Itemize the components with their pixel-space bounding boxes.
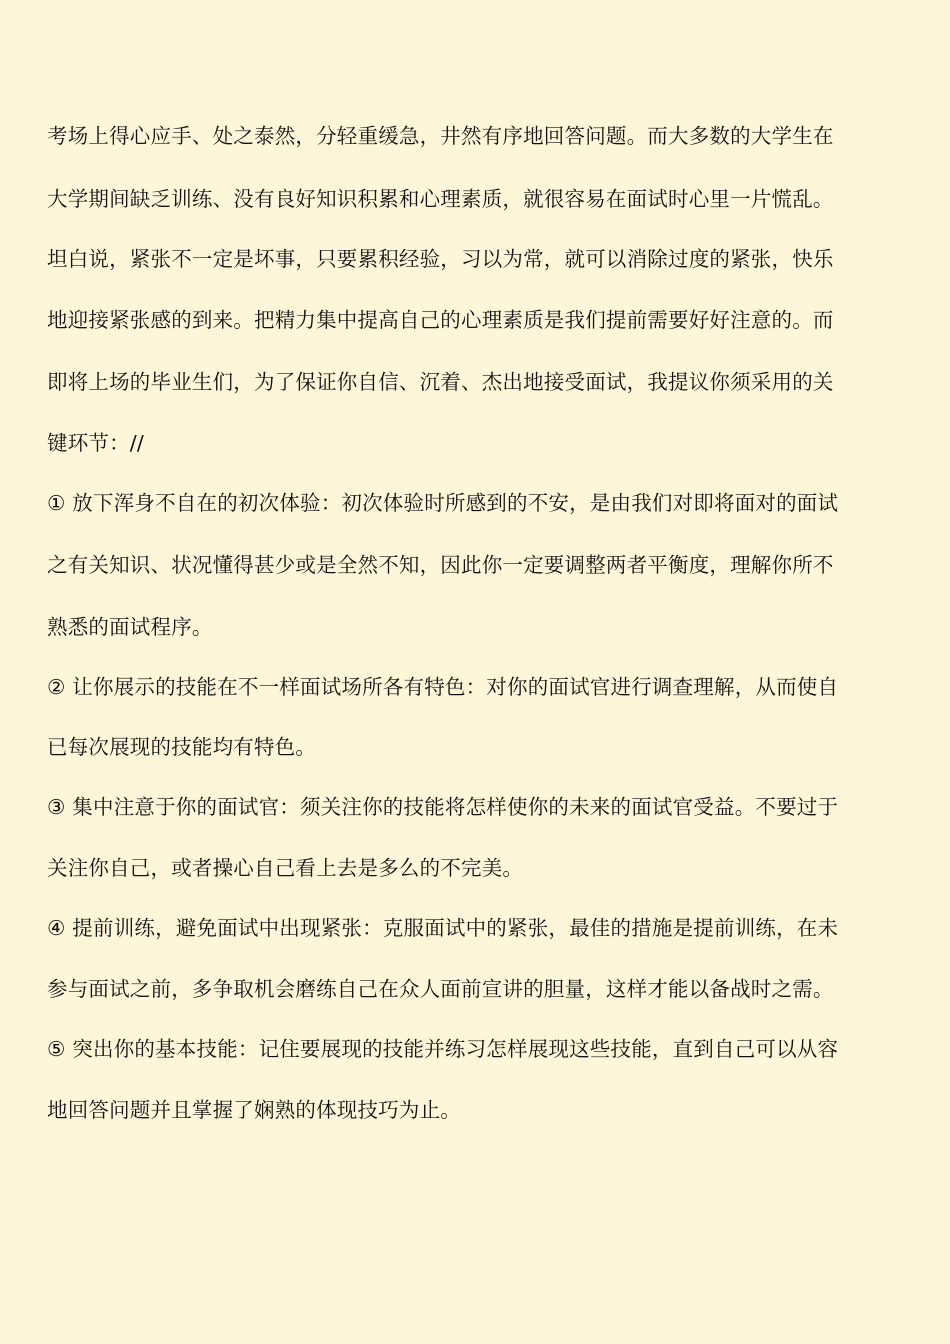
text-line-7: ① 放下浑身不自在的初次体验：初次体验时所感到的不安，是由我们对即将面对的面试 xyxy=(47,491,839,515)
text-line-4: 地迎接紧张感的到来。把精力集中提高自己的心理素质是我们提前需要好好注意的。而 xyxy=(47,308,834,332)
text-line-6: 键环节：// xyxy=(47,431,145,455)
text-line-11: 已每次展现的技能均有特色。 xyxy=(47,735,317,759)
text-line-5: 即将上场的毕业生们，为了保证你自信、沉着、杰出地接受面试，我提议你须采用的关 xyxy=(47,370,834,394)
text-line-1: 考场上得心应手、处之泰然，分轻重缓急，井然有序地回答问题。而大多数的大学生在 xyxy=(47,124,834,148)
text-line-2: 大学期间缺乏训练、没有良好知识积累和心理素质，就很容易在面试时心里一片慌乱。 xyxy=(47,187,834,211)
text-line-13: 关注你自己，或者操心自己看上去是多么的不完美。 xyxy=(47,856,524,880)
text-line-14: ④ 提前训练，避免面试中出现紧张：克服面试中的紧张，最佳的措施是提前训练，在未 xyxy=(47,916,839,940)
text-line-16: ⑤ 突出你的基本技能：记住要展现的技能并练习怎样展现这些技能，直到自己可以从容 xyxy=(47,1037,839,1061)
text-line-8: 之有关知识、状况懂得甚少或是全然不知，因此你一定要调整两者平衡度，理解你所不 xyxy=(47,553,834,577)
text-line-9: 熟悉的面试程序。 xyxy=(47,615,213,639)
text-line-17: 地回答问题并且掌握了娴熟的体现技巧为止。 xyxy=(47,1098,461,1122)
text-line-3: 坦白说，紧张不一定是坏事，只要累积经验，习以为常，就可以消除过度的紧张，快乐 xyxy=(47,247,834,271)
text-line-15: 参与面试之前，多争取机会磨练自己在众人面前宣讲的胆量，这样才能以备战时之需。 xyxy=(47,977,834,1001)
text-line-10: ② 让你展示的技能在不一样面试场所各有特色：对你的面试官进行调查理解，从而使自 xyxy=(47,675,839,699)
text-line-12: ③ 集中注意于你的面试官：须关注你的技能将怎样使你的未来的面试官受益。不要过于 xyxy=(47,795,839,819)
